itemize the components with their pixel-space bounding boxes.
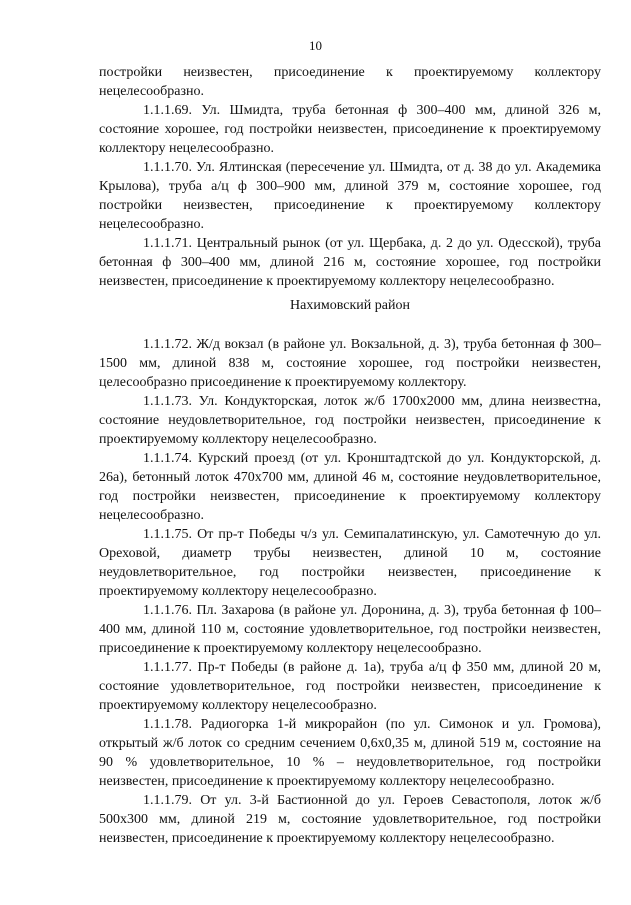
- document-body: [99, 63, 601, 848]
- paragraph-1-1-1-69: 1.1.1.69. Ул. Шмидта, труба бетонная ф 300–400 мм, длиной 326 м, состояние хорошее, год постройки неизвестен, присоединение к проектируемому коллектору нецелесообразно.: [99, 103, 601, 156]
- paragraph-1-1-1-76: 1.1.1.76. Пл. Захарова (в районе ул. Доронина, д. 3), труба бетонная ф 100–400 мм, длиной 110 м, состояние удовлетворительное, год постройки неизвестен, присоединение к проектируемому коллектору нецелесообразно.: [99, 603, 601, 656]
- paragraph-continuation: постройки неизвестен, присоединение к проектируемому коллектору нецелесообразно.: [99, 65, 601, 99]
- paragraph-1-1-1-78: 1.1.1.78. Радиогорка 1-й микрорайон (по ул. Симонок и ул. Громова), открытый ж/б лоток со средним сечением 0,6x0,35 м, длиной 519 м, состояние на 90 % удовлетворительное, 10 % – неудовлетворительное, год постройки неизвестен, присоединение к проектируемому коллектору нецелесообразно.: [99, 717, 601, 789]
- paragraph-1-1-1-70: 1.1.1.70. Ул. Ялтинская (пересечение ул. Шмидта, от д. 38 до ул. Академика Крылова), труба а/ц ф 300–900 мм, длиной 379 м, состояние хорошее, год постройки неизвестен, присоединение к проектируемому коллектору нецелесообразно.: [99, 160, 601, 232]
- paragraph-1-1-1-72: 1.1.1.72. Ж/д вокзал (в районе ул. Вокзальной, д. 3), труба бетонная ф 300–1500 мм, длиной 838 м, состояние хорошее, год постройки неизвестен, целесообразно присоединение к проектируемому коллектору.: [99, 337, 601, 390]
- page-number: 10: [309, 38, 322, 53]
- paragraph-1-1-1-71: 1.1.1.71. Центральный рынок (от ул. Щербака, д. 2 до ул. Одесской), труба бетонная ф 300–400 мм, длиной 216 м, состояние хорошее, год постройки неизвестен, присоединение к проектируемому коллектору нецелесообразно.: [99, 236, 601, 289]
- section-heading: Нахимовский район: [290, 298, 410, 313]
- paragraph-1-1-1-75: 1.1.1.75. От пр-т Победы ч/з ул. Семипалатинскую, ул. Самотечную до ул. Ореховой, диаметр трубы неизвестен, длиной 10 м, состояние неудовлетворительное, год постройки неизвестен, присоединение к проектируемому коллектору нецелесообразно.: [99, 527, 601, 599]
- paragraph-1-1-1-73: 1.1.1.73. Ул. Кондукторская, лоток ж/б 1700x2000 мм, длина неизвестна, состояние неудовлетворительное, год постройки неизвестен, присоединение к проектируемому коллектору нецелесообразно.: [99, 394, 601, 447]
- paragraph-1-1-1-79: 1.1.1.79. От ул. 3-й Бастионной до ул. Героев Севастополя, лоток ж/б 500x300 мм, длиной 219 м, состояние удовлетворительное, год постройки неизвестен, присоединение к проектируемому коллектору нецелесообразно.: [99, 793, 601, 846]
- paragraph-1-1-1-74: 1.1.1.74. Курский проезд (от ул. Кронштадтской до ул. Кондукторской, д. 26а), бетонный лоток 470x700 мм, длиной 46 м, состояние неудовлетворительное, год постройки неизвестен, присоединение к проектируемому коллектору нецелесообразно.: [99, 451, 601, 523]
- paragraph-1-1-1-77: 1.1.1.77. Пр-т Победы (в районе д. 1а), труба а/ц ф 350 мм, длиной 20 м, состояние удовлетворительное, год постройки неизвестен, присоединение к проектируемому коллектору нецелесообразно.: [99, 660, 601, 713]
